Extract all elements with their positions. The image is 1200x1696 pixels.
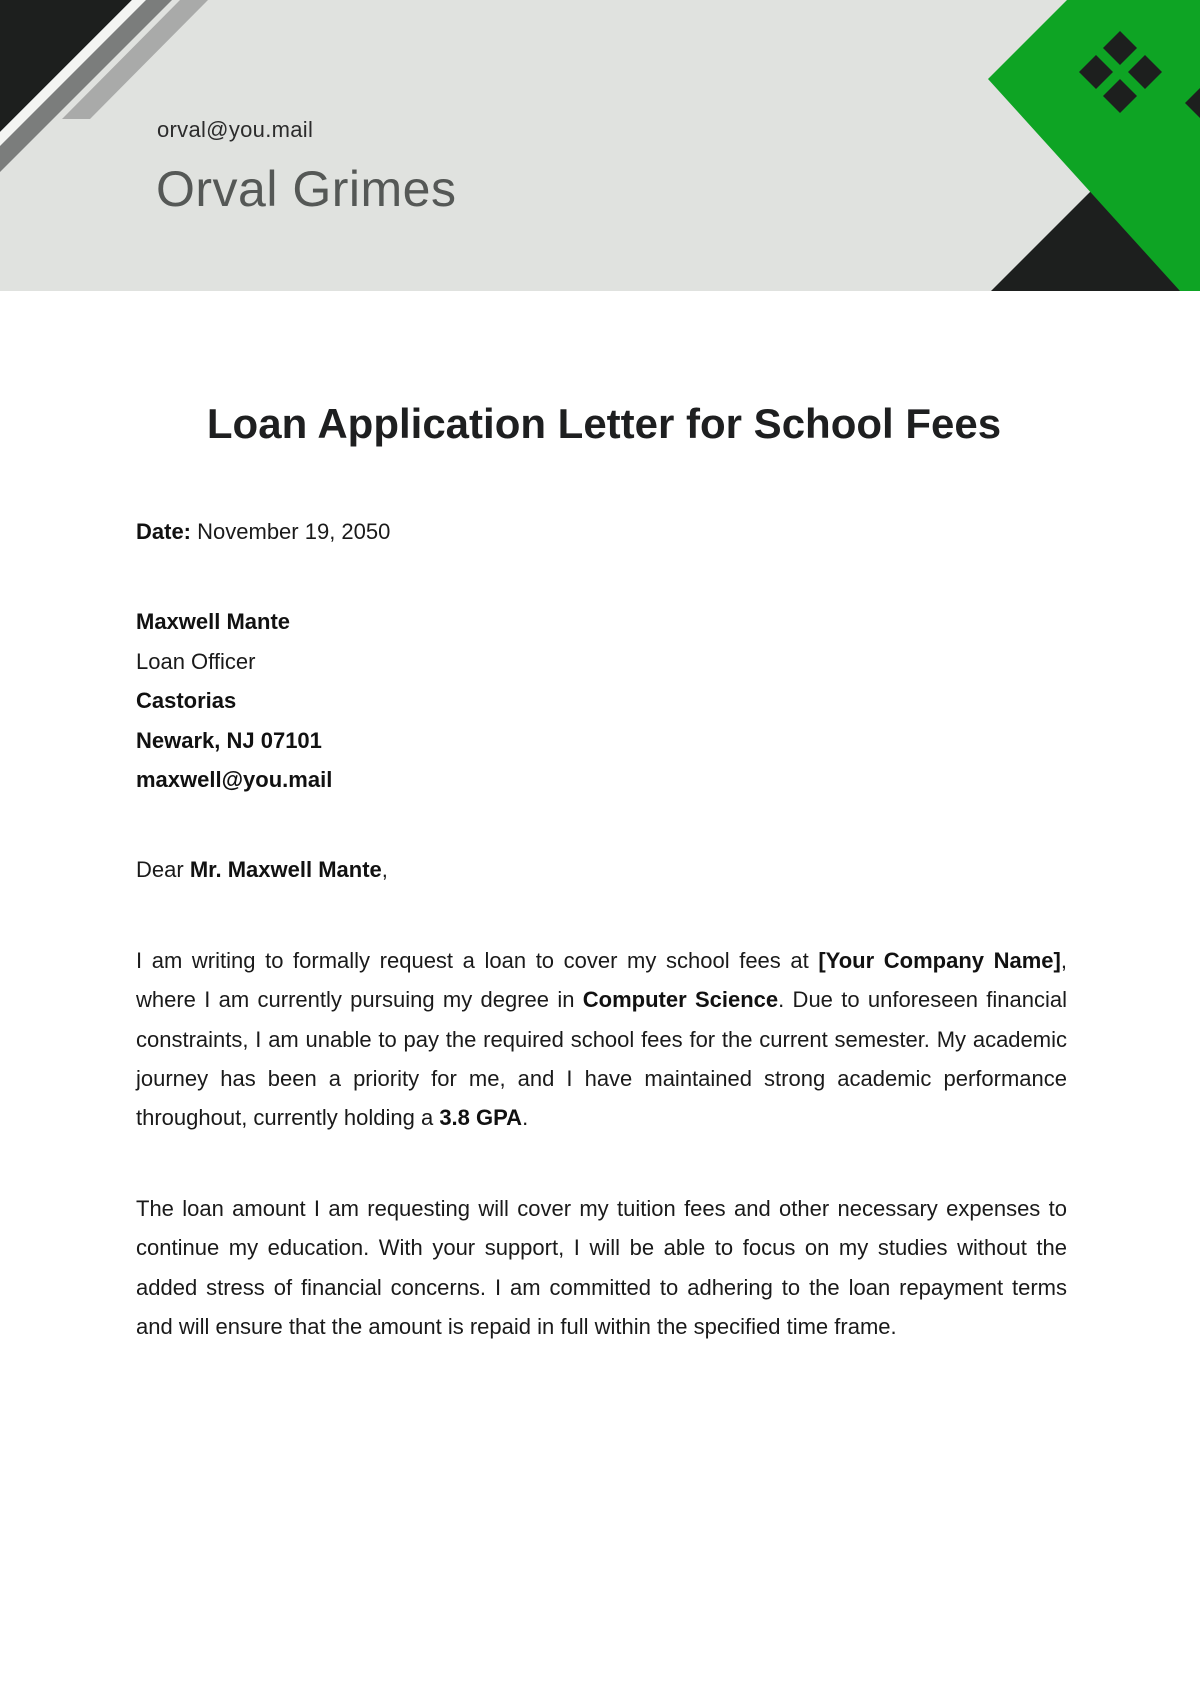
p1-text-2: , where I am currently pursuing my degree in bbox=[136, 947, 1067, 1013]
recipient-email: maxwell@you.mail bbox=[136, 767, 333, 793]
p1-gpa: 3.8 GPA bbox=[439, 1105, 523, 1131]
p1-text-3: . Due to unforeseen financial constraints, I am unable to pay the required school fees for the current semester. My academic journey has been a priority for me, and I have maintained strong academic performance throughout, currently holding a bbox=[136, 987, 1067, 1131]
salutation-prefix: Dear bbox=[136, 857, 184, 883]
p1-text-1: I am writing to formally request a loan to cover my school fees at bbox=[136, 947, 819, 973]
four-diamond-logo-icon bbox=[0, 0, 1200, 291]
p1-company-placeholder: [Your Company Name] bbox=[818, 947, 1061, 973]
salutation-name: Mr. Maxwell Mante bbox=[189, 857, 382, 883]
letter-body bbox=[136, 512, 1067, 1398]
salutation-suffix: , bbox=[381, 857, 388, 883]
recipient-address-block bbox=[136, 602, 1067, 799]
letter-title: Loan Application Letter for School Fees bbox=[206, 400, 1002, 447]
p1-degree: Computer Science bbox=[582, 987, 779, 1013]
body-paragraph-2: The loan amount I am requesting will cover my tuition fees and other necessary expenses to continue my education. With your support, I will be able to focus on my studies without the added stress of financial concerns. I am committed to adhering to the loan repayment terms and will ensure that the amount is repaid in full within the specified time frame. bbox=[136, 1195, 1067, 1340]
letterhead-band bbox=[0, 0, 1200, 291]
salutation bbox=[136, 850, 1067, 889]
recipient-company: Castorias bbox=[136, 688, 237, 714]
sender-name: Orval Grimes bbox=[156, 161, 457, 217]
recipient-role: Loan Officer bbox=[136, 648, 256, 674]
sender-email: orval@you.mail bbox=[157, 117, 314, 142]
body-paragraph-1 bbox=[136, 941, 1067, 1138]
date-value: November 19, 2050 bbox=[197, 519, 391, 544]
recipient-address: Newark, NJ 07101 bbox=[136, 727, 322, 753]
date-line bbox=[136, 512, 1067, 551]
p1-text-4: . bbox=[522, 1105, 529, 1131]
date-label: Date: bbox=[136, 519, 192, 544]
recipient-name: Maxwell Mante bbox=[136, 609, 291, 635]
